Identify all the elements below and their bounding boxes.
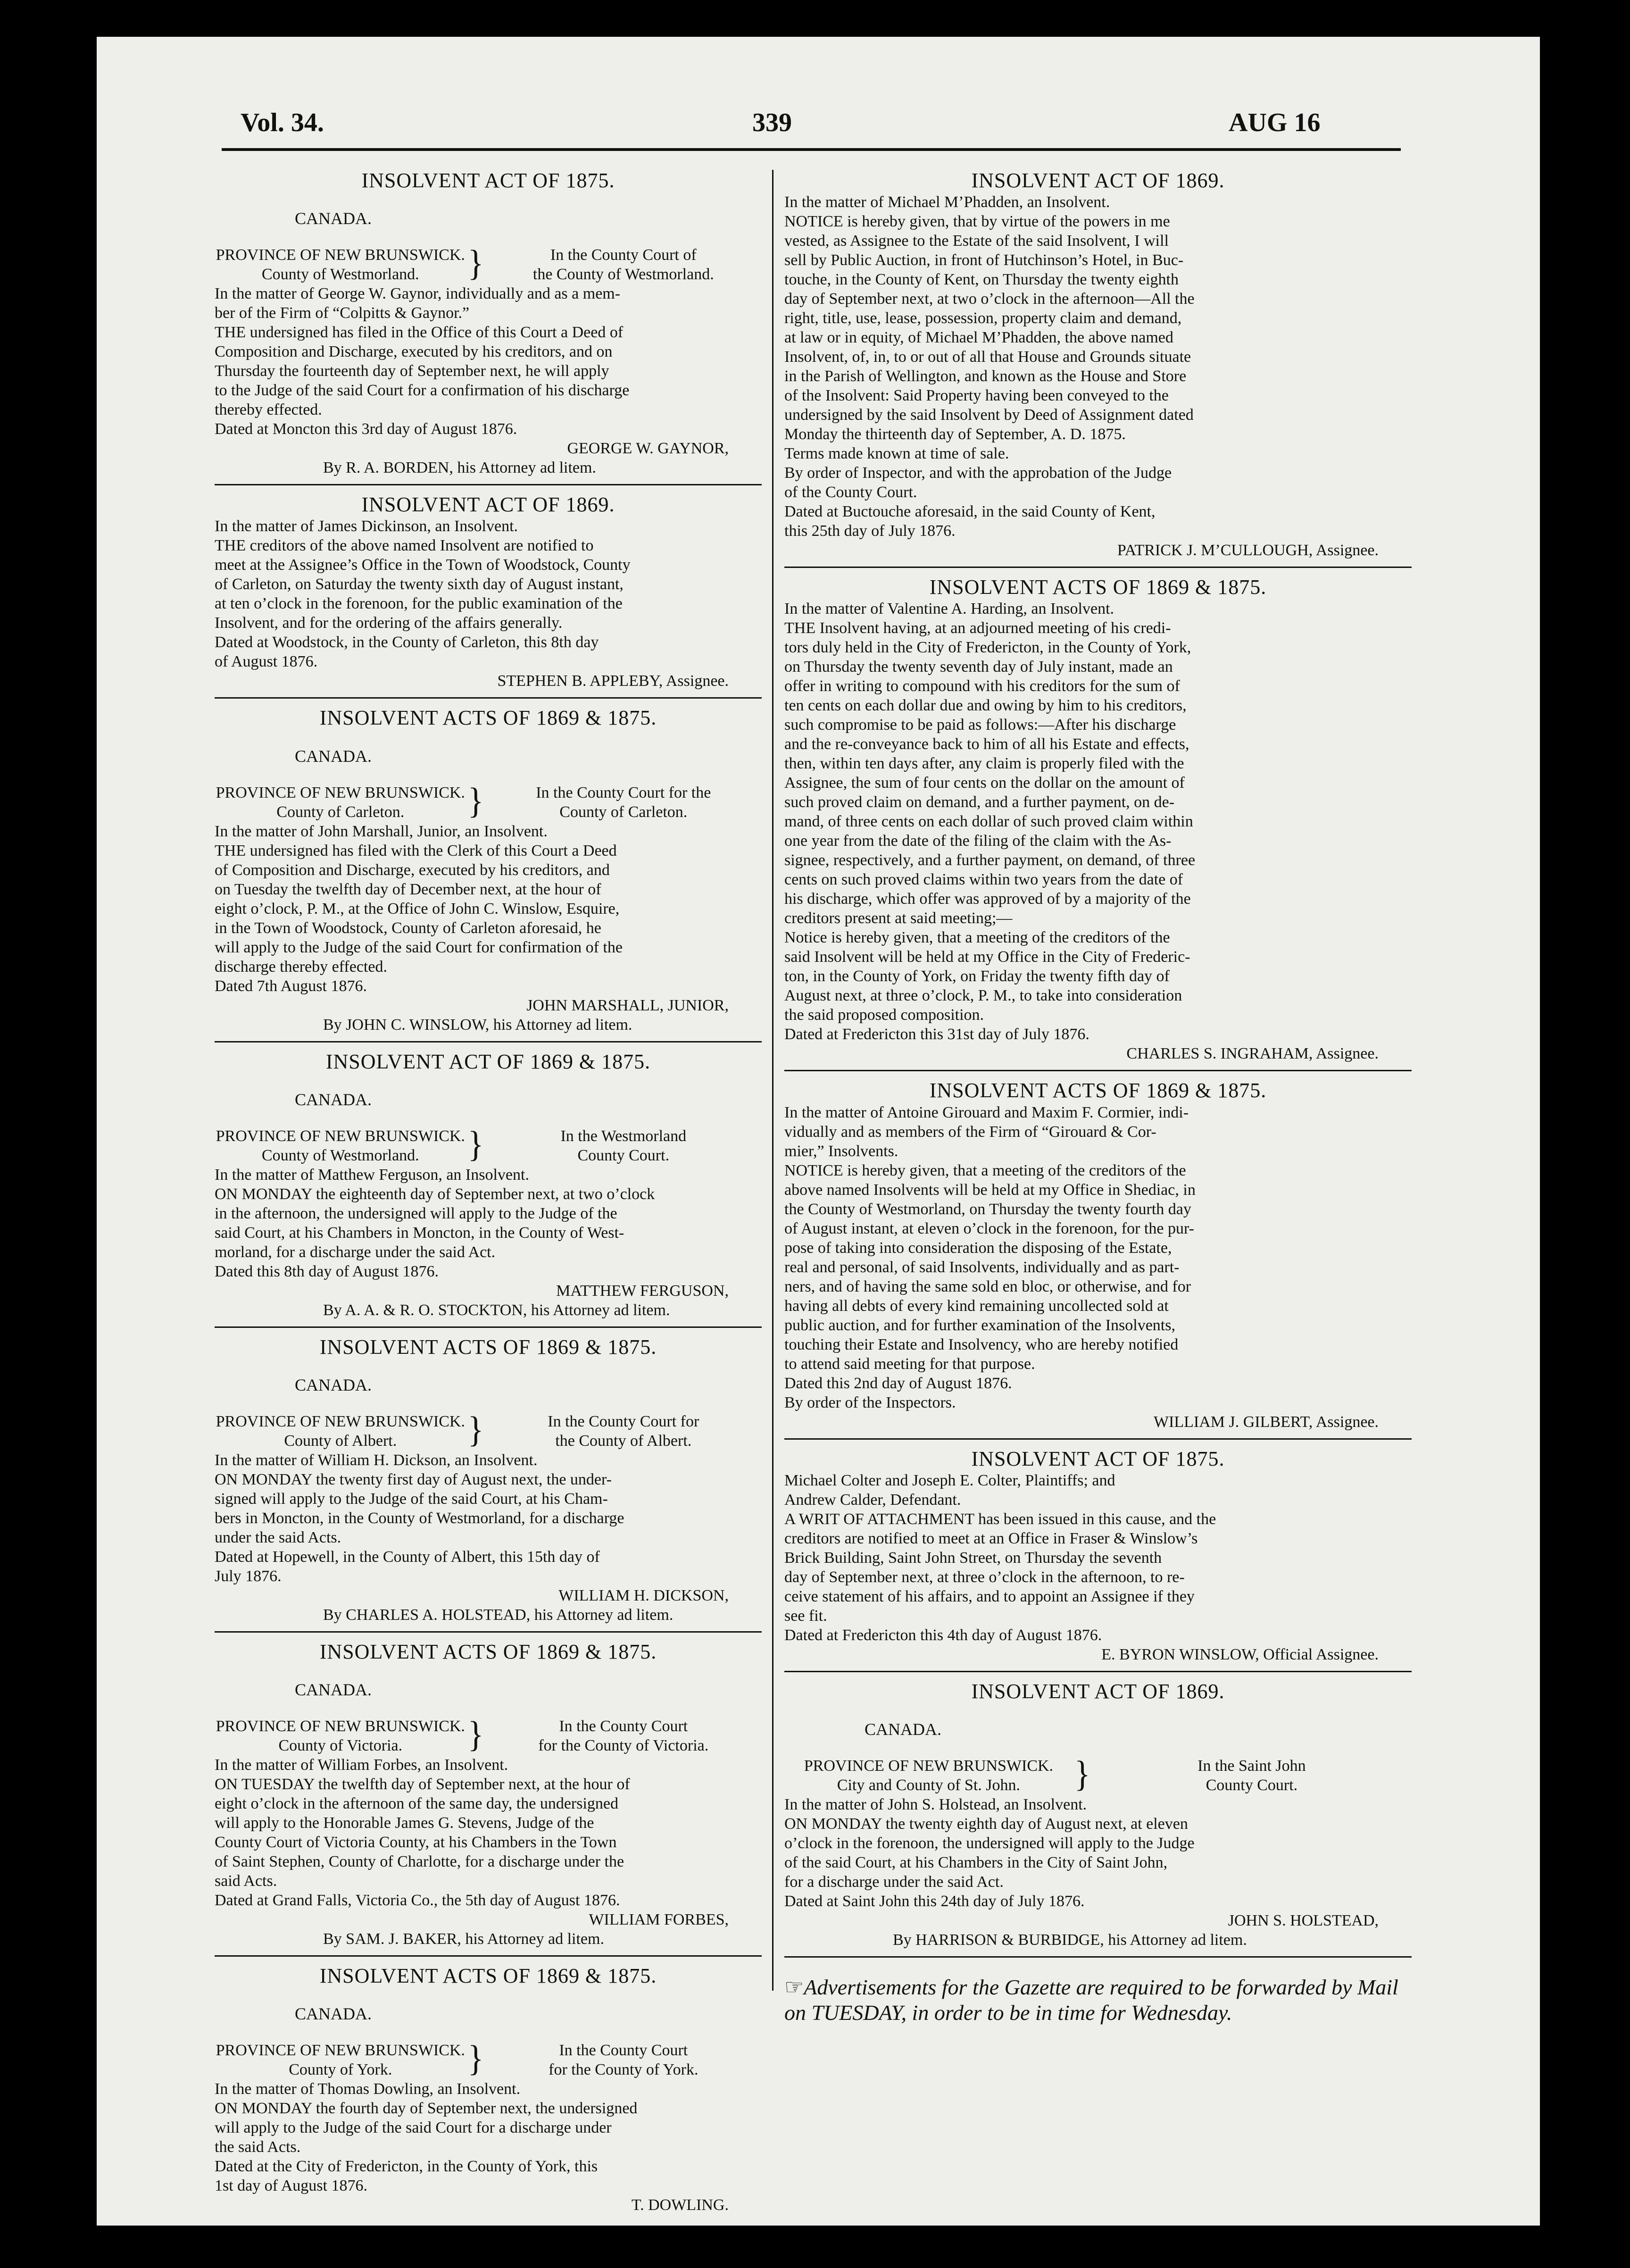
notice-text-line: the said Acts. bbox=[215, 2138, 301, 2156]
notice-text-line: Insolvent, and for the ordering of the affairs generally. bbox=[215, 614, 563, 632]
notice-text-line: July 1876. bbox=[215, 1567, 282, 1585]
notice-text-line: In the matter of George W. Gaynor, individually and as a mem- bbox=[215, 285, 621, 303]
notice-text-line: ON MONDAY the twenty eighth day of August next, at eleven bbox=[784, 1815, 1188, 1833]
venue-brace: } bbox=[1074, 1754, 1090, 1794]
notice-text-line: signed will apply to the Judge of the said Court, at his Cham- bbox=[215, 1490, 608, 1508]
venue-court-line: for the County of York. bbox=[549, 2061, 699, 2079]
notice-text-line: said Court, at his Chambers in Moncton, in the County of West- bbox=[215, 1224, 624, 1242]
notice-text-line: Dated at Woodstock, in the County of Carleton, this 8th day bbox=[215, 634, 599, 651]
notice-text-line: cents on such proved claims within two years from the date of bbox=[784, 871, 1183, 889]
notice-text-line: to the Judge of the said Court for a confirmation of his discharge bbox=[215, 382, 630, 400]
insolvency-notice bbox=[215, 707, 762, 1042]
notice-text-line: ON MONDAY the eighteenth day of September next, at two o’clock bbox=[215, 1185, 655, 1203]
notice-text-line: will apply to the Honorable James G. Stevens, Judge of the bbox=[215, 1814, 594, 1832]
jurisdiction-label: CANADA. bbox=[295, 209, 372, 228]
venue-court-line: County Court. bbox=[577, 1146, 670, 1164]
venue-province-line: County of Victoria. bbox=[278, 1737, 403, 1755]
venue-province bbox=[784, 1756, 1073, 1795]
insolvency-notice bbox=[784, 170, 1412, 568]
insolvency-notice bbox=[215, 1051, 762, 1328]
notice-signature: JOHN MARSHALL, JUNIOR, bbox=[526, 996, 729, 1014]
notice-text-line: the said proposed composition. bbox=[784, 1006, 984, 1024]
notice-text-line: Dated at Moncton this 3rd day of August 1876. bbox=[215, 420, 517, 438]
header-rule bbox=[222, 148, 1401, 151]
issue-date: AUG 16 bbox=[1229, 108, 1321, 137]
court-venue bbox=[215, 1126, 762, 1165]
notice-text-line: ten cents on each dollar due and owing by him to his creditors, bbox=[784, 697, 1187, 715]
court-venue bbox=[784, 1756, 1412, 1795]
court-venue bbox=[215, 783, 762, 822]
venue-court-line: the County of Albert. bbox=[555, 1432, 692, 1450]
notice-text-line: Composition and Discharge, executed by his creditors, and on bbox=[215, 343, 613, 361]
venue-province-line: City and County of St. John. bbox=[837, 1776, 1020, 1794]
insolvency-notice bbox=[215, 1965, 762, 2215]
notice-signature: STEPHEN B. APPLEBY, Assignee. bbox=[497, 672, 729, 690]
jurisdiction-label: CANADA. bbox=[295, 2004, 372, 2024]
notice-text-line: Dated this 8th day of August 1876. bbox=[215, 1262, 439, 1280]
insolvency-notice bbox=[784, 1448, 1412, 1672]
column-divider bbox=[772, 170, 773, 1991]
jurisdiction-label: CANADA. bbox=[295, 1680, 372, 1700]
venue-province-line: County of Carleton. bbox=[276, 803, 405, 821]
venue-province-line: PROVINCE OF NEW BRUNSWICK. bbox=[216, 246, 465, 264]
attorney-line: By CHARLES A. HOLSTEAD, his Attorney ad litem. bbox=[323, 1606, 674, 1624]
notice-text-line: in the Town of Woodstock, County of Carleton aforesaid, he bbox=[215, 919, 601, 937]
notice-text-line: THE undersigned has filed in the Office of this Court a Deed of bbox=[215, 324, 624, 342]
notice-text-line: his discharge, which offer was approved of by a majority of the bbox=[784, 890, 1191, 908]
notice-text-line: under the said Acts. bbox=[215, 1528, 341, 1546]
notice-divider bbox=[215, 1955, 762, 1957]
notice-text-line: ton, in the County of York, on Friday the twenty fifth day of bbox=[784, 967, 1170, 985]
notice-text-line: such proved claim on demand, and a further payment, on de- bbox=[784, 793, 1175, 811]
advertisement-note bbox=[784, 1975, 1412, 2026]
notice-text-line: Dated at Fredericton this 4th day of August 1876. bbox=[784, 1626, 1102, 1644]
court-venue bbox=[215, 2041, 762, 2079]
venue-brace: } bbox=[467, 1409, 484, 1450]
notice-text-line: the County of Westmorland, on Thursday the twenty fourth day bbox=[784, 1200, 1191, 1218]
venue-court bbox=[485, 245, 762, 284]
notice-text-line: 1st day of August 1876. bbox=[215, 2177, 367, 2195]
notice-text-line: touching their Estate and Insolvency, who are hereby notified bbox=[784, 1335, 1179, 1353]
venue-province-line: County of Westmorland. bbox=[261, 1146, 419, 1164]
notice-title: INSOLVENT ACT OF 1869 & 1875. bbox=[325, 1050, 651, 1073]
notice-text-line: In the matter of Antoine Girouard and Maxim F. Cormier, indi- bbox=[784, 1103, 1189, 1121]
notice-text-line: Terms made known at time of sale. bbox=[784, 445, 1009, 463]
venue-court-line: County Court. bbox=[1206, 1776, 1298, 1794]
venue-province bbox=[215, 783, 466, 822]
notice-text-line: In the matter of James Dickinson, an Insolvent. bbox=[215, 517, 518, 535]
notice-text-line: creditors present at said meeting;— bbox=[784, 909, 1013, 927]
notice-text-line: NOTICE is hereby given, that by virtue of the powers in me bbox=[784, 213, 1170, 231]
notice-text-line: of the said Court, at his Chambers in the City of Saint John, bbox=[784, 1853, 1168, 1871]
insolvency-notice bbox=[215, 1641, 762, 1957]
insolvency-notice bbox=[215, 170, 762, 485]
notice-text-line: ceive statement of his affairs, and to appoint an Assignee if they bbox=[784, 1587, 1195, 1605]
notice-signature: PATRICK J. M’CULLOUGH, Assignee. bbox=[1117, 542, 1379, 559]
venue-province bbox=[215, 1126, 466, 1165]
notice-text-line: Monday the thirteenth day of September, A. D. 1875. bbox=[784, 425, 1126, 443]
notice-text-line: Dated at Grand Falls, Victoria Co., the 5th day of August 1876. bbox=[215, 1892, 620, 1909]
court-venue bbox=[215, 1409, 762, 1451]
gazette-page bbox=[97, 37, 1540, 2226]
insolvency-notice bbox=[215, 1336, 762, 1633]
notice-text-line: and the re-conveyance back to him of all his Estate and effects, bbox=[784, 735, 1189, 753]
notice-text-line: eight o’clock, P. M., at the Office of John C. Winslow, Esquire, bbox=[215, 900, 620, 917]
notice-text-line: County Court of Victoria County, at his Chambers in the Town bbox=[215, 1834, 617, 1851]
notice-text-line: In the matter of William H. Dickson, an Insolvent. bbox=[215, 1451, 538, 1469]
notice-text-line: Insolvent, of, in, to or out of all that House and Grounds situate bbox=[784, 348, 1191, 366]
notice-text-line: to attend said meeting for that purpose. bbox=[784, 1355, 1035, 1373]
attorney-line: By SAM. J. BAKER, his Attorney ad litem. bbox=[323, 1930, 604, 1948]
notice-signature: E. BYRON WINSLOW, Official Assignee. bbox=[1101, 1645, 1379, 1663]
notice-text-line: ON MONDAY the twenty first day of August next, the under- bbox=[215, 1470, 612, 1488]
notice-text-line: thereby effected. bbox=[215, 401, 322, 419]
notice-text-line: right, title, use, lease, possession, property claim and demand, bbox=[784, 309, 1182, 327]
notice-text-line: undersigned by the said Insolvent by Deed of Assignment dated bbox=[784, 406, 1194, 424]
notice-text-line: mand, of three cents on each dollar of such proved claim within bbox=[784, 813, 1193, 831]
notice-text-line: In the matter of Thomas Dowling, an Insolvent. bbox=[215, 2080, 521, 2098]
notice-signature: WILLIAM H. DICKSON, bbox=[558, 1586, 729, 1604]
notice-title: INSOLVENT ACT OF 1869. bbox=[971, 1679, 1225, 1703]
notice-text-line: Dated 7th August 1876. bbox=[215, 977, 367, 995]
notice-text-line: at law or in equity, of Michael M’Phadden, the above named bbox=[784, 329, 1173, 347]
notice-text-line: Andrew Calder, Defendant. bbox=[784, 1491, 961, 1509]
notice-signature: JOHN S. HOLSTEAD, bbox=[1228, 1911, 1379, 1929]
venue-court-line: In the Saint John bbox=[1198, 1757, 1306, 1775]
notice-text-line: In the matter of William Forbes, an Insolvent. bbox=[215, 1756, 508, 1774]
notice-title: INSOLVENT ACTS OF 1869 & 1875. bbox=[319, 1640, 657, 1663]
notice-text-line: of Composition and Discharge, executed by his creditors, and bbox=[215, 861, 610, 879]
attorney-line: By JOHN C. WINSLOW, his Attorney ad litem. bbox=[323, 1016, 632, 1034]
venue-brace: } bbox=[467, 1715, 484, 1755]
notice-text-line: said Insolvent will be held at my Office in the City of Frederic- bbox=[784, 948, 1190, 966]
insolvency-notice bbox=[784, 576, 1412, 1071]
venue-court-line: In the County Court bbox=[559, 2042, 688, 2060]
notice-text-line: In the matter of Matthew Ferguson, an Insolvent. bbox=[215, 1166, 529, 1184]
notice-divider bbox=[784, 1956, 1412, 1958]
insolvency-notice bbox=[784, 1681, 1412, 1950]
notice-text-line: of the County Court. bbox=[784, 484, 917, 501]
venue-province bbox=[215, 1717, 466, 1755]
notice-title: INSOLVENT ACT OF 1869. bbox=[361, 493, 615, 517]
notice-text-line: NOTICE is hereby given, that a meeting of the creditors of the bbox=[784, 1161, 1186, 1179]
notice-signature: MATTHEW FERGUSON, bbox=[556, 1282, 729, 1300]
notice-divider bbox=[784, 567, 1412, 568]
notice-title: INSOLVENT ACTS OF 1869 & 1875. bbox=[319, 706, 657, 730]
notice-text-line: Notice is hereby given, that a meeting of the creditors of the bbox=[784, 929, 1170, 947]
venue-court-line: County of Carleton. bbox=[559, 803, 688, 821]
notice-divider bbox=[215, 1041, 762, 1042]
notice-text-line: In the matter of John Marshall, Junior, an Insolvent. bbox=[215, 822, 548, 840]
notice-text-line: said Acts. bbox=[215, 1872, 277, 1890]
pointing-hand-icon: ☞ bbox=[784, 1975, 804, 1999]
venue-court-line: the County of Westmorland. bbox=[532, 266, 714, 284]
venue-court bbox=[485, 1717, 762, 1755]
notice-text-line: Brick Building, Saint John Street, on Thursday the seventh bbox=[784, 1549, 1162, 1567]
notice-text-line: of August 1876. bbox=[215, 653, 318, 671]
venue-province-line: PROVINCE OF NEW BRUNSWICK. bbox=[804, 1757, 1054, 1775]
notice-divider bbox=[215, 484, 762, 485]
notice-text-line: Dated at Hopewell, in the County of Albert, this 15th day of bbox=[215, 1548, 600, 1566]
venue-province-line: PROVINCE OF NEW BRUNSWICK. bbox=[216, 1127, 465, 1145]
venue-brace: } bbox=[467, 2039, 484, 2079]
volume-number: Vol. 34. bbox=[241, 108, 324, 137]
court-venue bbox=[215, 245, 762, 284]
jurisdiction-label: CANADA. bbox=[295, 1375, 372, 1394]
venue-court-line: In the County Court of bbox=[550, 246, 697, 264]
notice-signature: CHARLES S. INGRAHAM, Assignee. bbox=[1126, 1045, 1379, 1063]
notice-title: INSOLVENT ACTS OF 1869 & 1875. bbox=[319, 1335, 657, 1359]
left-column bbox=[215, 170, 762, 2215]
notice-text-line: signee, respectively, and a further payment, on demand, of three bbox=[784, 851, 1196, 869]
notice-text-line: In the matter of Michael M’Phadden, an Insolvent. bbox=[784, 193, 1110, 211]
notice-text-line: on Thursday the twenty seventh day of July instant, made an bbox=[784, 658, 1173, 676]
jurisdiction-label: CANADA. bbox=[865, 1719, 942, 1739]
notice-text-line: THE Insolvent having, at an adjourned meeting of his credi- bbox=[784, 619, 1171, 637]
notice-text-line: Dated at Fredericton this 31st day of July 1876. bbox=[784, 1026, 1089, 1043]
notice-text-line: ON TUESDAY the twelfth day of September next, at the hour of bbox=[215, 1776, 630, 1793]
venue-province-line: County of Westmorland. bbox=[261, 266, 419, 284]
notice-text-line: sell by Public Auction, in front of Hutchinson’s Hotel, in Buc- bbox=[784, 251, 1184, 269]
notice-text-line: this 25th day of July 1876. bbox=[784, 522, 956, 540]
notice-text-line: tors duly held in the City of Fredericton, in the County of York, bbox=[784, 639, 1191, 657]
notice-text-line: day of September next, at three o’clock in the afternoon, to re- bbox=[784, 1568, 1185, 1586]
notice-text-line: day of September next, at two o’clock in the afternoon—All the bbox=[784, 290, 1195, 308]
notice-title: INSOLVENT ACT OF 1875. bbox=[361, 169, 615, 192]
notice-text-line: eight o’clock in the afternoon of the same day, the undersigned bbox=[215, 1795, 619, 1813]
notice-text-line: discharge thereby effected. bbox=[215, 958, 387, 976]
insolvency-notice bbox=[215, 494, 762, 699]
notice-title: INSOLVENT ACTS OF 1869 & 1875. bbox=[319, 1964, 657, 1988]
notice-text-line: for a discharge under the said Act. bbox=[784, 1873, 1004, 1891]
venue-brace: } bbox=[467, 1124, 484, 1165]
notice-text-line: ber of the Firm of “Colpitts & Gaynor.” bbox=[215, 304, 470, 322]
notice-text-line: Michael Colter and Joseph E. Colter, Plaintiffs; and bbox=[784, 1471, 1115, 1489]
notice-text-line: pose of taking into consideration the disposing of the Estate, bbox=[784, 1239, 1172, 1257]
venue-brace: } bbox=[467, 781, 484, 821]
notice-text-line: on Tuesday the twelfth day of December next, at the hour of bbox=[215, 880, 601, 898]
attorney-line: By HARRISON & BURBIDGE, his Attorney ad litem. bbox=[893, 1931, 1247, 1949]
notice-divider bbox=[784, 1070, 1412, 1071]
venue-province-line: PROVINCE OF NEW BRUNSWICK. bbox=[216, 1718, 465, 1735]
notice-text-line: one year from the date of the filing of the claim with the As- bbox=[784, 832, 1172, 850]
notice-signature: T. DOWLING. bbox=[631, 2196, 729, 2214]
notice-text-line: touche, in the County of Kent, on Thursday the twenty eighth bbox=[784, 271, 1179, 289]
notice-text-line: will apply to the Judge of the said Court for a discharge under bbox=[215, 2119, 612, 2137]
notice-text-line: real and personal, of said Insolvents, individually and as part- bbox=[784, 1258, 1180, 1276]
attorney-line: By R. A. BORDEN, his Attorney ad litem. bbox=[323, 459, 596, 477]
notice-text-line: Dated at Buctouche aforesaid, in the said County of Kent, bbox=[784, 503, 1156, 521]
notice-divider bbox=[784, 1671, 1412, 1672]
venue-province bbox=[215, 2041, 466, 2079]
notice-text-line: In the matter of John S. Holstead, an Insolvent. bbox=[784, 1795, 1087, 1813]
notice-signature: WILLIAM J. GILBERT, Assignee. bbox=[1153, 1413, 1379, 1431]
notice-title: INSOLVENT ACT OF 1869. bbox=[971, 169, 1225, 192]
notice-text-line: of August instant, at eleven o’clock in the forenoon, for the pur- bbox=[784, 1219, 1194, 1237]
venue-province-line: County of Albert. bbox=[284, 1432, 397, 1450]
notice-text-line: meet at the Assignee’s Office in the Town of Woodstock, County bbox=[215, 556, 631, 574]
notice-text-line: at ten o’clock in the forenoon, for the public examination of the bbox=[215, 595, 623, 613]
notice-text-line: in the Parish of Wellington, and known as the House and Store bbox=[784, 367, 1187, 385]
notice-text-line: vidually and as members of the Firm of “Girouard & Cor- bbox=[784, 1123, 1156, 1141]
attorney-line: By A. A. & R. O. STOCKTON, his Attorney ad litem. bbox=[323, 1301, 670, 1319]
notice-text-line: public auction, and for further examination of the Insolvents, bbox=[784, 1316, 1175, 1334]
notice-text-line: creditors are notified to meet at an Office in Fraser & Winslow’s bbox=[784, 1529, 1198, 1547]
venue-court-line: In the County Court bbox=[559, 1718, 688, 1735]
notice-title: INSOLVENT ACT OF 1875. bbox=[971, 1447, 1225, 1470]
venue-court-line: In the County Court for the bbox=[536, 784, 711, 801]
insolvency-notice bbox=[784, 1080, 1412, 1439]
venue-court bbox=[485, 2041, 762, 2079]
venue-court bbox=[1092, 1756, 1412, 1795]
notice-text-line: bers in Moncton, in the County of Westmorland, for a discharge bbox=[215, 1509, 624, 1527]
advertisement-text: Advertisements for the Gazette are required to be forwarded by Mail on TUESDAY, in order to be in time for Wednesday. bbox=[784, 1975, 1398, 2025]
notice-text-line: mier,” Insolvents. bbox=[784, 1142, 898, 1160]
notice-text-line: having all debts of every kind remaining uncollected sold at bbox=[784, 1297, 1169, 1315]
notice-text-line: By order of Inspector, and with the approbation of the Judge bbox=[784, 464, 1172, 482]
venue-province-line: PROVINCE OF NEW BRUNSWICK. bbox=[216, 2042, 465, 2060]
notice-text-line: Dated at Saint John this 24th day of July 1876. bbox=[784, 1892, 1085, 1910]
venue-brace: } bbox=[467, 243, 484, 284]
notice-text-line: Assignee, the sum of four cents on the dollar on the amount of bbox=[784, 774, 1185, 792]
notice-text-line: Dated at the City of Fredericton, in the County of York, this bbox=[215, 2158, 598, 2176]
notice-text-line: In the matter of Valentine A. Harding, an Insolvent. bbox=[784, 600, 1114, 618]
notice-text-line: above named Insolvents will be held at my Office in Shediac, in bbox=[784, 1181, 1196, 1199]
notice-text-line: ON MONDAY the fourth day of September next, the undersigned bbox=[215, 2100, 638, 2118]
court-venue bbox=[215, 1717, 762, 1755]
notice-text-line: see fit. bbox=[784, 1607, 827, 1625]
notice-signature: GEORGE W. GAYNOR, bbox=[567, 440, 729, 458]
notice-divider bbox=[215, 1631, 762, 1633]
notice-text-line: will apply to the Judge of the said Court for confirmation of the bbox=[215, 938, 623, 956]
venue-court bbox=[485, 1412, 762, 1451]
notice-text-line: o’clock in the forenoon, the undersigned will apply to the Judge bbox=[784, 1834, 1195, 1852]
notice-title: INSOLVENT ACTS OF 1869 & 1875. bbox=[929, 1079, 1267, 1102]
notice-text-line: of Saint Stephen, County of Charlotte, for a discharge under the bbox=[215, 1853, 624, 1871]
notice-text-line: Dated this 2nd day of August 1876. bbox=[784, 1374, 1012, 1392]
venue-province-line: PROVINCE OF NEW BRUNSWICK. bbox=[216, 784, 465, 801]
notice-text-line: Thursday the fourteenth day of September next, he will apply bbox=[215, 362, 609, 380]
venue-province-line: County of York. bbox=[289, 2061, 392, 2079]
jurisdiction-label: CANADA. bbox=[295, 746, 372, 766]
notice-text-line: ners, and of having the same sold en bloc, or otherwise, and for bbox=[784, 1277, 1191, 1295]
notice-text-line: August next, at three o’clock, P. M., to take into consideration bbox=[784, 987, 1182, 1005]
venue-court-line: In the Westmorland bbox=[560, 1127, 687, 1145]
notice-divider bbox=[215, 1326, 762, 1328]
notice-text-line: such compromise to be paid as follows:—After his discharge bbox=[784, 716, 1176, 734]
notice-text-line: of Carleton, on Saturday the twenty sixth day of August instant, bbox=[215, 575, 624, 593]
notice-text-line: then, within ten days after, any claim is properly filed with the bbox=[784, 755, 1184, 773]
notice-title: INSOLVENT ACTS OF 1869 & 1875. bbox=[929, 575, 1267, 599]
notice-text-line: morland, for a discharge under the said Act. bbox=[215, 1243, 496, 1261]
notice-text-line: in the afternoon, the undersigned will apply to the Judge of the bbox=[215, 1204, 617, 1222]
venue-province bbox=[215, 1412, 466, 1451]
notice-text-line: vested, as Assignee to the Estate of the said Insolvent, I will bbox=[784, 232, 1169, 250]
venue-court bbox=[485, 1126, 762, 1165]
notice-text-line: By order of the Inspectors. bbox=[784, 1393, 956, 1411]
notice-text-line: THE undersigned has filed with the Clerk of this Court a Deed bbox=[215, 842, 617, 859]
venue-court-line: for the County of Victoria. bbox=[538, 1737, 709, 1755]
notice-signature: WILLIAM FORBES, bbox=[589, 1911, 729, 1929]
venue-province bbox=[215, 245, 466, 284]
jurisdiction-label: CANADA. bbox=[295, 1090, 372, 1109]
notice-text-line: A WRIT OF ATTACHMENT has been issued in this cause, and the bbox=[784, 1510, 1216, 1528]
venue-court-line: In the County Court for bbox=[548, 1412, 699, 1430]
notice-text-line: of the Insolvent: Said Property having been conveyed to the bbox=[784, 387, 1169, 405]
venue-province-line: PROVINCE OF NEW BRUNSWICK. bbox=[216, 1412, 465, 1430]
right-column bbox=[784, 170, 1412, 2047]
venue-court bbox=[485, 783, 762, 822]
notice-text-line: offer in writing to compound with his creditors for the sum of bbox=[784, 677, 1180, 695]
page-number: 339 bbox=[752, 108, 792, 137]
notice-divider bbox=[784, 1438, 1412, 1440]
notice-text-line: THE creditors of the above named Insolvent are notified to bbox=[215, 537, 594, 555]
notice-divider bbox=[215, 697, 762, 699]
